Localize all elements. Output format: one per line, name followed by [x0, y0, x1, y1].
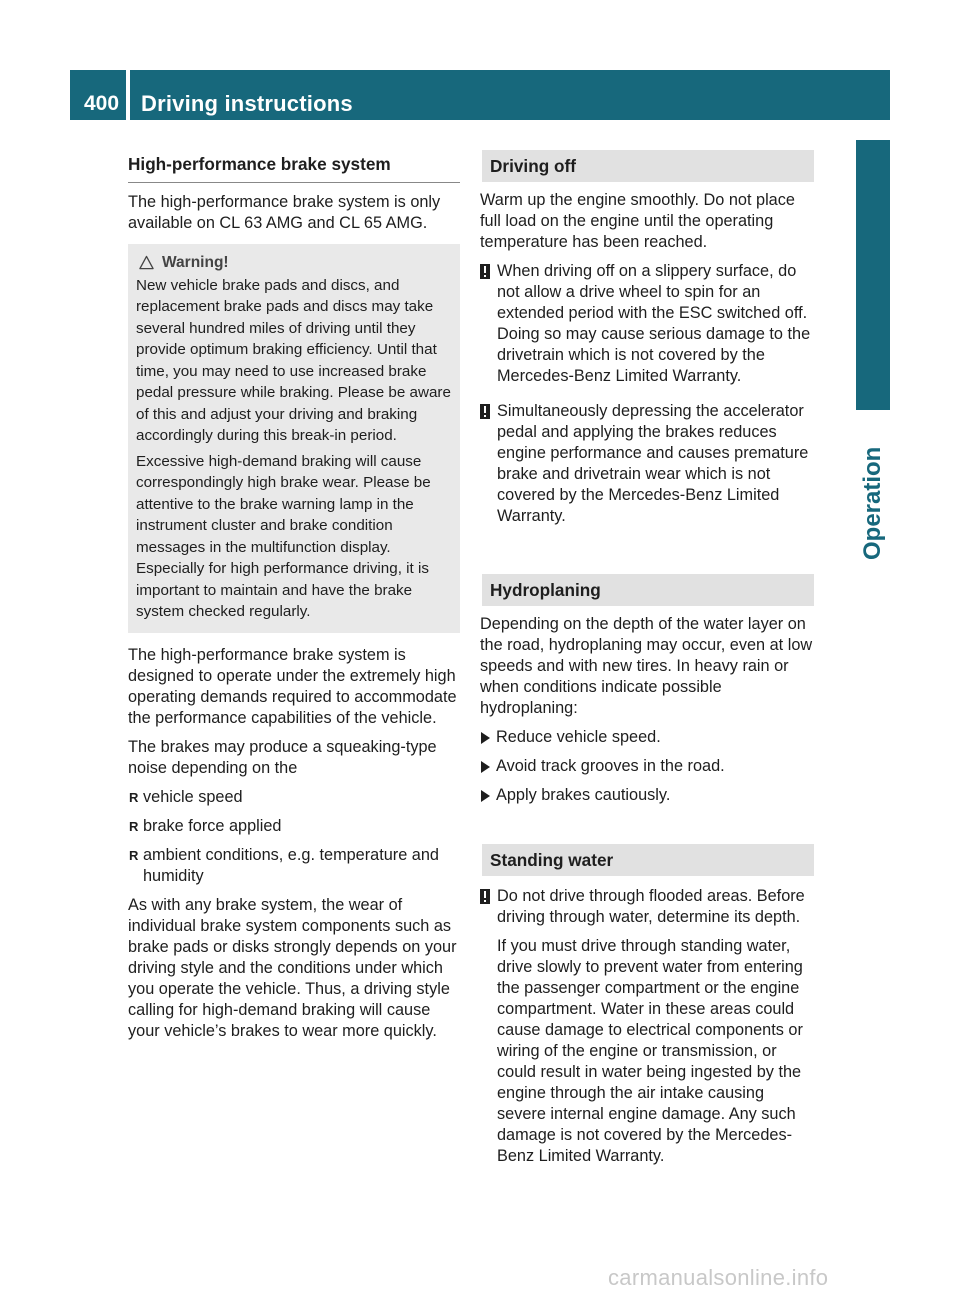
list-item — [128, 845, 460, 887]
list-item-text: vehicle speed — [143, 787, 243, 806]
side-tab-label: Operation — [859, 446, 886, 560]
intro-paragraph: The high-performance brake system is only available on CL 63 AMG and CL 65 AMG. — [128, 193, 441, 232]
warning-title: Warning! — [162, 254, 229, 271]
watermark: carmanualsonline.info — [608, 1265, 829, 1290]
notice-text: If you must drive through standing water, drive slowly to prevent water from entering the passenger compartment or the engine compartment. Water in these areas could cause damage to electrical components or wiring of the engine or transmission, or could result in water being ingested by the engine through the air intake causing severe internal engine damage. Any such damage is not covered by the Mercedes-Benz Limited Warranty. — [497, 937, 803, 1165]
section-title-hydroplaning: Hydroplaning — [482, 574, 814, 606]
section-title-standing-water: Standing water — [482, 844, 814, 876]
noise-factors-list — [128, 787, 460, 887]
left-column — [128, 150, 460, 1050]
list-item-text: ambient conditions, e.g. temperature and humidity — [143, 845, 439, 885]
step-arrow-icon — [481, 761, 490, 773]
list-item-text: brake force applied — [143, 816, 282, 835]
hydroplaning-paragraph: Depending on the depth of the water layer on the road, hydroplaning may occur, even at low speeds and with new tires. In heavy rain or when conditions indicate possible hydroplaning: — [480, 615, 813, 717]
warning-paragraph-1: New vehicle brake pads and discs, and replacement brake pads and discs may take several hundred miles of driving until they provide optimum braking efficiency. Until that time, you may need to use increased brake pedal pressure while braking. Please be aware of this and adjust your driving and braking accordingly during this break-in period. — [136, 276, 451, 444]
section-title-driving-off: Driving off — [482, 150, 814, 182]
warning-box — [128, 244, 460, 633]
step-item — [480, 756, 814, 777]
list-item — [128, 787, 460, 808]
bullet-icon: R — [129, 789, 139, 805]
warning-paragraph-2: Excessive high-demand braking will cause correspondingly high brake wear. Please be attentive to the brake warning lamp in the instrument cluster and brake condition messages in the multifunction display. Especially for high performance driving, it is important to maintain and have the brake system checked regularly. — [136, 452, 431, 620]
notice-text: Do not drive through flooded areas. Before driving through water, determine its depth. — [497, 887, 805, 926]
body-paragraph-1: The high-performance brake system is designed to operate under the extremely high operating demands required to accommodate the performance capabilities of the vehicle. — [128, 645, 457, 727]
step-text: Avoid track grooves in the road. — [496, 757, 725, 775]
step-text: Apply brakes cautiously. — [496, 786, 671, 804]
side-tab-label-wrap — [853, 420, 893, 560]
notice-block — [480, 401, 814, 527]
exclamation-icon — [480, 264, 490, 279]
exclamation-icon — [480, 889, 490, 904]
notice-block — [480, 886, 814, 1167]
spacer — [480, 541, 814, 574]
warning-header — [136, 252, 452, 274]
body-paragraph-2: The brakes may produce a squeaking-type noise depending on the — [128, 737, 437, 777]
header-divider — [126, 70, 130, 120]
notice-text: Simultaneously depressing the accelerator pedal and applying the brakes reduces engine performance and causes premature brake and drivetrain wear which is not covered by the Mercedes-Benz Limited Warranty. — [497, 402, 809, 525]
step-text: Reduce vehicle speed. — [496, 728, 661, 746]
driving-off-paragraph: Warm up the engine smoothly. Do not place full load on the engine until the operating temperature has been reached. — [480, 191, 795, 251]
bullet-icon: R — [129, 847, 139, 863]
list-item — [128, 816, 460, 837]
step-item — [480, 785, 814, 806]
section-title-brake-system: High-performance brake system — [128, 154, 460, 183]
step-arrow-icon — [481, 790, 490, 802]
spacer — [480, 814, 814, 844]
hydroplaning-steps — [480, 727, 814, 806]
bullet-icon: R — [129, 818, 139, 834]
step-arrow-icon — [481, 732, 490, 744]
warning-triangle-icon — [139, 255, 154, 270]
right-column — [480, 150, 814, 1181]
exclamation-icon — [480, 404, 490, 419]
side-tab — [856, 140, 890, 410]
body-paragraph-3: As with any brake system, the wear of individual brake system components such as brake pads or disks strongly depends on your driving style and the conditions under which you operate the vehicle. Thus, a driving style calling for high-demand braking will cause your vehicle’s brakes to wear more quickly. — [128, 895, 457, 1040]
chapter-title: Driving instructions — [141, 91, 353, 116]
notice-text: When driving off on a slippery surface, do not allow a drive wheel to spin for an extended period with the ESC switched off. Doing so may cause serious damage to the drivetrain which is not covered by the Mercedes-Benz Limited Warranty. — [497, 262, 811, 385]
notice-block — [480, 261, 814, 387]
step-item — [480, 727, 814, 748]
page-number: 400 — [84, 92, 120, 115]
